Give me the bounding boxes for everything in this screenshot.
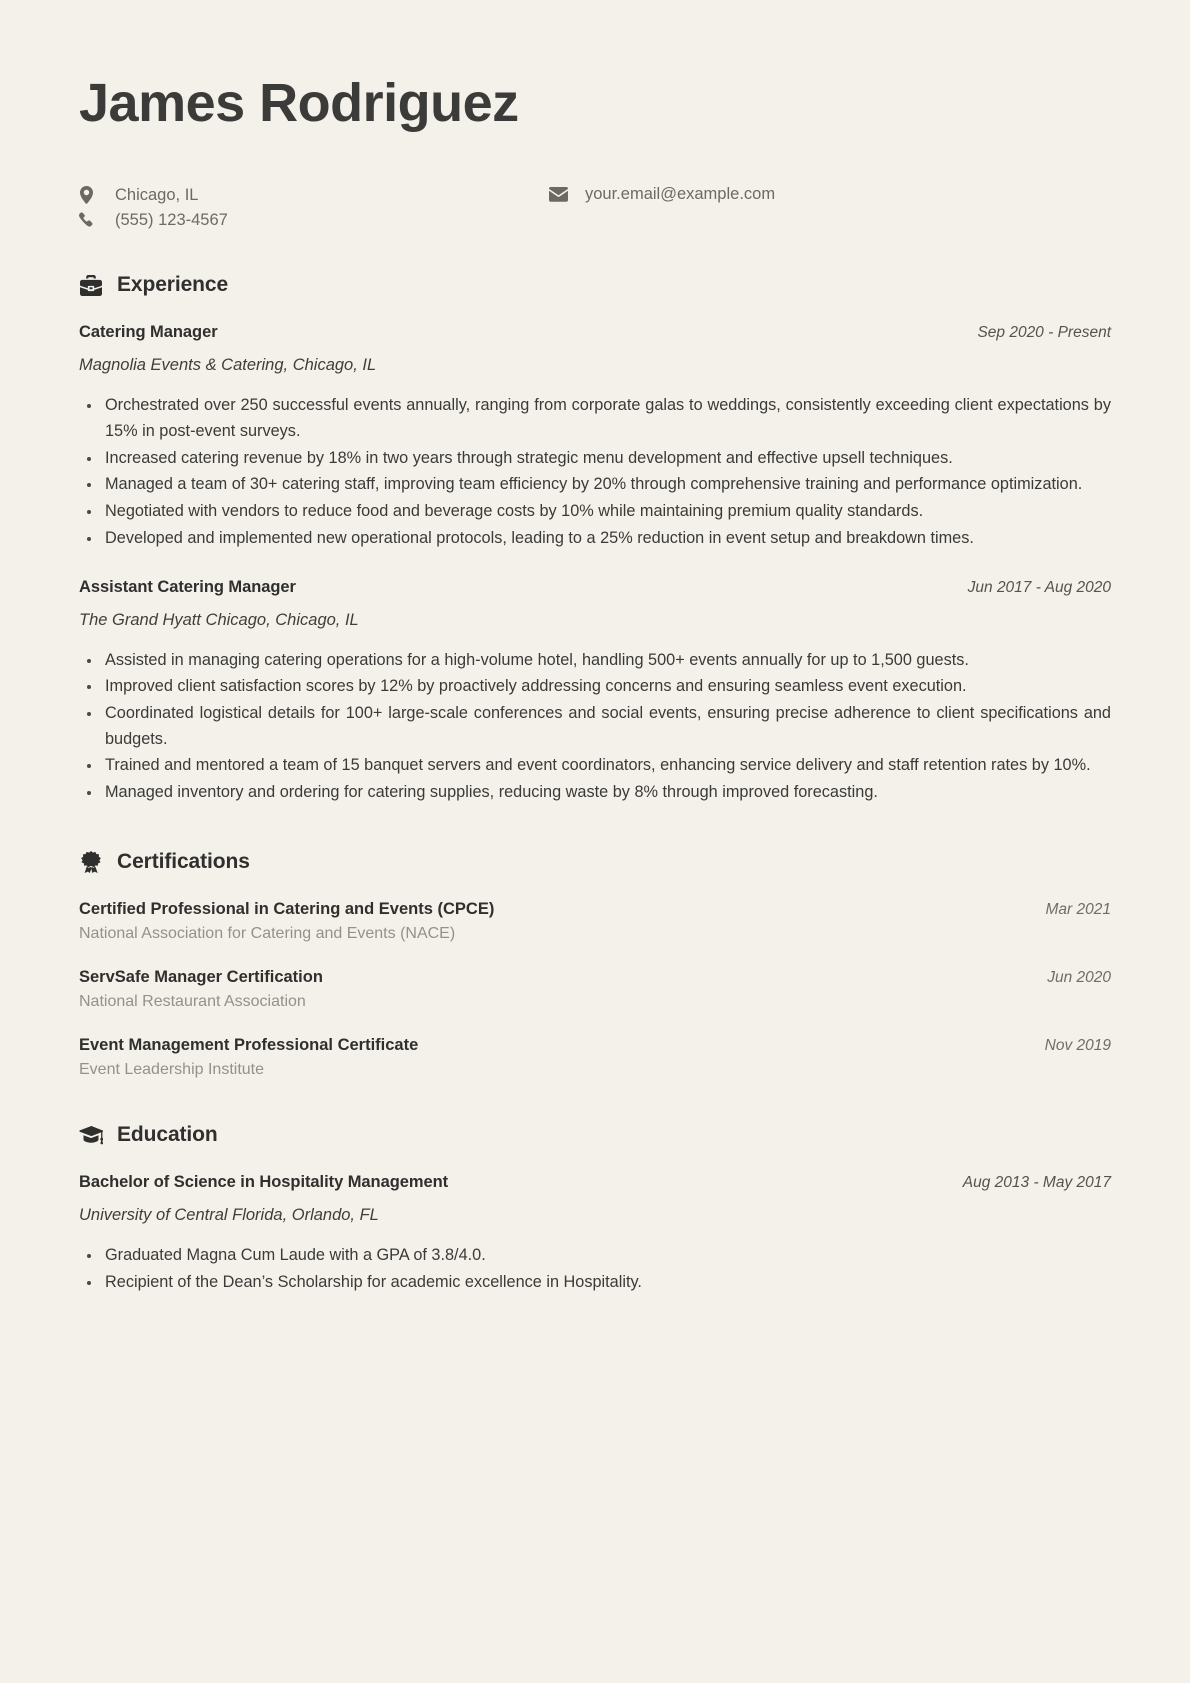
certification-date: Mar 2021 [1045, 900, 1111, 918]
briefcase-icon [79, 273, 103, 297]
list-item: Assisted in managing catering operations for a high-volume hotel, handling 500+ events annually for up to 1,500 guests. [79, 648, 1111, 674]
certification-issuer: National Restaurant Association [79, 992, 306, 1010]
experience-entry [79, 323, 1111, 551]
job-bullets [79, 393, 1111, 551]
contact-location-text: Chicago, IL [115, 185, 199, 204]
certification-header [79, 968, 1111, 987]
section-header-experience [79, 273, 1111, 297]
section-header-certifications [79, 850, 1111, 874]
phone-icon [79, 212, 101, 229]
contact-column-left [79, 186, 549, 229]
job-bullets [79, 648, 1111, 806]
job-company: The Grand Hyatt Chicago, Chicago, IL [79, 610, 359, 629]
contact-email-text: your.email@example.com [585, 185, 776, 204]
certification-date: Jun 2020 [1047, 968, 1111, 986]
section-education [79, 1123, 1111, 1295]
job-date: Sep 2020 - Present [977, 324, 1111, 342]
degree-title: Bachelor of Science in Hospitality Management [79, 1172, 449, 1191]
section-title-education: Education [117, 1122, 218, 1146]
certification-entry [79, 1036, 1111, 1079]
envelope-icon [549, 187, 571, 202]
location-pin-icon [79, 186, 101, 204]
certification-issuer: Event Leadership Institute [79, 1060, 265, 1078]
list-item: Improved client satisfaction scores by 12% by proactively addressing concerns and ensuring seamless event execution. [79, 674, 1111, 700]
experience-entry-header [79, 578, 1111, 597]
list-item: Managed inventory and ordering for catering supplies, reducing waste by 8% through improved forecasting. [79, 780, 1111, 806]
certification-name: Event Management Professional Certificate [79, 1035, 419, 1054]
experience-entry-header [79, 323, 1111, 342]
certification-name: Certified Professional in Catering and Events (CPCE) [79, 899, 495, 918]
certification-entry [79, 900, 1111, 943]
section-experience [79, 273, 1111, 806]
certification-date: Nov 2019 [1044, 1036, 1111, 1054]
contact-phone [79, 212, 549, 229]
certification-header [79, 900, 1111, 919]
section-title-experience: Experience [117, 273, 229, 297]
badge-icon [79, 850, 103, 874]
job-company: Magnolia Events & Catering, Chicago, IL [79, 356, 377, 375]
list-item: Managed a team of 30+ catering staff, improving team efficiency by 20% through comprehensive training and performance optimization. [79, 472, 1111, 498]
section-title-certifications: Certifications [117, 849, 250, 873]
page-title: James Rodriguez [79, 73, 519, 133]
list-item: Developed and implemented new operational protocols, leading to a 25% reduction in event setup and breakdown times. [79, 526, 1111, 552]
section-header-education [79, 1123, 1111, 1147]
experience-entry [79, 578, 1111, 806]
contact-info [79, 186, 1111, 229]
list-item: Coordinated logistical details for 100+ large-scale conferences and social events, ensuring precise adherence to client specifications and budgets. [79, 701, 1111, 752]
list-item: Recipient of the Dean’s Scholarship for academic excellence in Hospitality. [79, 1270, 1111, 1296]
certification-entry [79, 968, 1111, 1011]
list-item: Orchestrated over 250 successful events annually, ranging from corporate galas to weddings, consistently exceeding client expectations by 15% in post-event surveys. [79, 393, 1111, 444]
section-certifications [79, 850, 1111, 1079]
certification-name: ServSafe Manager Certification [79, 967, 323, 986]
contact-email [549, 186, 775, 203]
school-name: University of Central Florida, Orlando, FL [79, 1205, 379, 1224]
education-entry-header [79, 1173, 1111, 1192]
job-title: Catering Manager [79, 323, 218, 342]
list-item: Increased catering revenue by 18% in two years through strategic menu development and effective upsell techniques. [79, 446, 1111, 472]
certification-issuer: National Association for Catering and Events (NACE) [79, 924, 456, 942]
list-item: Negotiated with vendors to reduce food and beverage costs by 10% while maintaining premium quality standards. [79, 499, 1111, 525]
contact-location [79, 186, 549, 204]
list-item: Graduated Magna Cum Laude with a GPA of 3.8/4.0. [79, 1243, 1111, 1269]
contact-phone-text: (555) 123-4567 [115, 211, 228, 230]
job-date: Jun 2017 - Aug 2020 [967, 578, 1111, 596]
education-entry [79, 1173, 1111, 1295]
certification-header [79, 1036, 1111, 1055]
list-item: Trained and mentored a team of 15 banquet servers and event coordinators, enhancing service delivery and staff retention rates by 10%. [79, 753, 1111, 779]
job-title: Assistant Catering Manager [79, 577, 296, 596]
education-bullets [79, 1243, 1111, 1295]
degree-date: Aug 2013 - May 2017 [962, 1173, 1111, 1191]
graduation-cap-icon [79, 1123, 103, 1147]
contact-column-right [549, 186, 775, 229]
